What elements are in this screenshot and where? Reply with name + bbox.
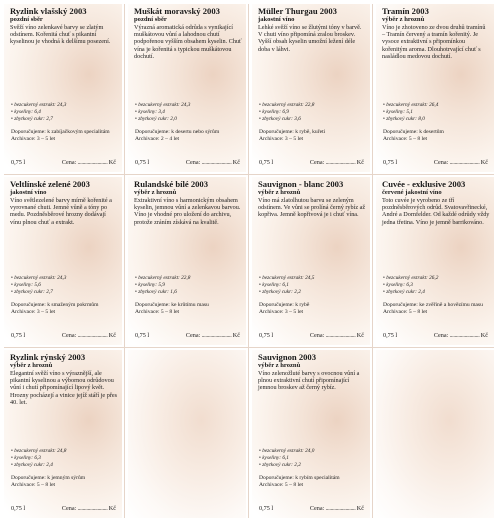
currency: Kč [480, 159, 488, 166]
pairing-recommendation: Doporučujeme: k rybím specialitám [259, 475, 340, 481]
wine-description: Extraktivní víno s harmonickým obsahem kyselin, jemnou vůní a zelenkavou barvou. Víno je vhodné pro uložení do archivu, protože zráním získává na kvalitě. [134, 196, 241, 226]
recommendation-block [11, 302, 119, 315]
analysis-item: • kyseliny: 6,3 [383, 282, 490, 289]
analysis-item: • bezcukerný extrakt: 26,4 [383, 102, 490, 109]
archive-period: Archivace: 3 – 5 let [11, 135, 56, 142]
analysis-item: • kyseliny: 5,9 [135, 282, 242, 289]
cut-line-vertical [248, 4, 249, 518]
archive-period: Archivace: 3 – 5 let [259, 135, 304, 142]
analysis-item: • kyseliny: 6,4 [11, 109, 118, 116]
currency: Kč [108, 505, 116, 512]
pairing-recommendation: Doporučujeme: ke zvěřině a hovězímu masu [383, 302, 483, 308]
price-blank-line: ........................ [324, 332, 357, 339]
price-field [434, 332, 488, 339]
wine-card-tramin-2003 [376, 4, 494, 172]
analysis-item: • bezcukerný extrakt: 24,8 [11, 448, 118, 455]
price-blank-line: ........................ [448, 159, 481, 166]
wine-name: Tramín 2003 [382, 6, 429, 16]
price-field [186, 332, 240, 339]
price-field [62, 332, 116, 339]
wine-description: Víno zelenožluté barvy s ovocnou vůní a plnou extraktivní chutí připomínající jemnou broskev až černý rybíz. [258, 369, 360, 392]
analysis-item: • kyseliny: 6,1 [259, 455, 366, 462]
analysis-item: • zbytkový cukr: 2,7 [11, 116, 118, 123]
wine-analysis-list [259, 448, 366, 468]
wine-name: Muškát moravský 2003 [134, 6, 220, 16]
archive-period: Archivace: 5 – 8 let [383, 135, 428, 142]
wine-category: výběr z hroznů [382, 16, 425, 24]
bottle-volume: 0,75 l [11, 159, 26, 166]
analysis-item: • bezcukerný extrakt: 26,2 [383, 275, 490, 282]
currency: Kč [108, 159, 116, 166]
wine-name: Rulandské bílé 2003 [134, 179, 209, 189]
analysis-item: • bezcukerný extrakt: 22,8 [259, 102, 366, 109]
archive-period: Archivace: 5 – 8 let [259, 481, 304, 488]
wine-name: Ryzlink rýnský 2003 [10, 352, 86, 362]
analysis-item: • kyseliny: 5,6 [11, 282, 118, 289]
wine-category: pozdní sběr [10, 16, 43, 24]
price-label: Cena: [309, 505, 325, 512]
analysis-item: • bezcukerný extrakt: 22,8 [135, 275, 242, 282]
pairing-recommendation: Doporučujeme: k desertu nebo sýrům [135, 129, 220, 135]
recommendation-block [135, 129, 243, 142]
wine-name: Ryzlink vlašský 2003 [10, 6, 87, 16]
recommendation-block [383, 302, 491, 315]
wine-analysis-list [383, 102, 490, 122]
analysis-item: • kyseliny: 3,4 [135, 109, 242, 116]
analysis-item: • kyseliny: 6,1 [259, 282, 366, 289]
wine-description: Víno má zlatolhutou barvu se zeleným odstínem. Ve vůni se prolíná černý rybíz až kopřiva. Jemně kopřivová je i chuť vína. [258, 196, 366, 219]
pairing-recommendation: Doporučujeme: k jemným sýrům [11, 475, 86, 481]
archive-period: Archivace: 2 – 4 let [135, 135, 180, 142]
price-field [186, 159, 240, 166]
archive-period: Archivace: 5 – 8 let [135, 308, 180, 315]
price-field [62, 505, 116, 512]
analysis-item: • zbytkový cukr: 2,2 [259, 462, 366, 469]
price-blank-line: ........................ [324, 159, 357, 166]
price-label: Cena: [61, 159, 77, 166]
bottle-volume: 0,75 l [259, 505, 274, 512]
recommendation-block [11, 475, 119, 488]
wine-analysis-list [135, 275, 242, 295]
pairing-recommendation: Doporučujeme: k zabíjačkovým specialitám [11, 129, 110, 135]
blank-card [376, 350, 494, 518]
price-field [310, 505, 364, 512]
price-label: Cena: [185, 159, 201, 166]
wine-name: Cuvée - exklusive 2003 [382, 179, 466, 189]
wine-analysis-list [135, 102, 242, 122]
wine-card-ryzlink-vlassky-2003 [4, 4, 122, 172]
analysis-item: • zbytkový cukr: 2,4 [11, 462, 118, 469]
wine-name: Müller Thurgau 2003 [258, 6, 337, 16]
recommendation-block [259, 129, 367, 142]
cut-line-vertical [372, 4, 373, 518]
wine-analysis-list [11, 275, 118, 295]
price-label: Cena: [61, 332, 77, 339]
bottle-volume: 0,75 l [135, 159, 150, 166]
cut-line-vertical [124, 4, 125, 518]
currency: Kč [108, 332, 116, 339]
analysis-item: • bezcukerný extrakt: 24,5 [259, 275, 366, 282]
wine-card-cuvee-exklusive-2003 [376, 177, 494, 345]
analysis-item: • bezcukerný extrakt: 24,3 [11, 102, 118, 109]
wine-card-sauvignon-blanc-2003 [252, 177, 370, 345]
price-blank-line: ........................ [200, 159, 233, 166]
bottle-volume: 0,75 l [11, 505, 26, 512]
wine-description: Lehké svěží víno se žlutými tóny v barvě. V chuti víno připomíná zralou broskev. Vyšší obsah kyselin umožní ležení déle doba v láhvi. [258, 23, 362, 53]
wine-description: Výrazná aromatická odrůda s vynikající muškátovou vůní a lahodnou chutí podpořenou vyšším obsahem kyselin. Chuť vína je kořenitá s typickou muškátovou dochutí. [134, 23, 242, 60]
analysis-item: • bezcukerný extrakt: 24,3 [135, 102, 242, 109]
price-blank-line: ........................ [200, 332, 233, 339]
wine-category: pozdní sběr [134, 16, 167, 24]
wine-name: Sauvignon - blanc 2003 [258, 179, 344, 189]
recommendation-block [135, 302, 243, 315]
wine-card-ryzlink-rynsky-2003 [4, 350, 122, 518]
price-blank-line: ........................ [76, 332, 109, 339]
currency: Kč [356, 159, 364, 166]
wine-card-rulandske-bile-2003 [128, 177, 246, 345]
analysis-item: • zbytkový cukr: 2,2 [259, 289, 366, 296]
analysis-item: • kyseliny: 6,9 [259, 109, 366, 116]
bottle-volume: 0,75 l [259, 332, 274, 339]
currency: Kč [232, 332, 240, 339]
analysis-item: • zbytkový cukr: 1,6 [135, 289, 242, 296]
wine-category: výběr z hroznů [258, 189, 301, 197]
archive-period: Archivace: 5 – 8 let [11, 481, 56, 488]
price-field [310, 159, 364, 166]
pairing-recommendation: Doporučujeme: k rybě, kuřeti [259, 129, 326, 135]
price-label: Cena: [309, 332, 325, 339]
wine-analysis-list [259, 102, 366, 122]
analysis-item: • zbytkový cukr: 3,6 [259, 116, 366, 123]
analysis-item: • bezcukerný extrakt: 24,3 [11, 275, 118, 282]
analysis-item: • zbytkový cukr: 2,7 [11, 289, 118, 296]
wine-card-sauvignon-2003 [252, 350, 370, 518]
price-label: Cena: [61, 505, 77, 512]
price-label: Cena: [309, 159, 325, 166]
price-field [434, 159, 488, 166]
pairing-recommendation: Doporučujeme: ke krůtímu masu [135, 302, 209, 308]
wine-description: Toto cuvée je vyrobeno ze tří pozdněsběrových odrůd. Svatovavřinecké, André a Dornfelder. Od každé odrůdy vždy jedna třetina. Víno je jemně barrikováno. [382, 196, 490, 226]
wine-description: Víno světlezelené barvy mírně kořenité a vyrovnané chuti. Jemné vůně a tóny po medu. Pozdněsběrové hrozny dodávají vínu plnou chuť a extrakt. [10, 196, 112, 226]
recommendation-block [383, 129, 491, 142]
wine-category: výběr z hroznů [258, 362, 301, 370]
price-label: Cena: [433, 332, 449, 339]
wine-analysis-list [259, 275, 366, 295]
price-field [310, 332, 364, 339]
pairing-recommendation: Doporučujeme: k smaženým pokrmům [11, 302, 99, 308]
archive-period: Archivace: 5 – 8 let [383, 308, 428, 315]
price-label: Cena: [433, 159, 449, 166]
recommendation-block [259, 475, 367, 488]
wine-description: Svěží víno zelenkavé barvy se zlatým odstínem. Kořenitá chuť s pikantní kyselinou je vhodná k delšímu posezení. [10, 23, 111, 46]
wine-card-muller-thurgau-2003 [252, 4, 370, 172]
wine-card-veltlinske-zelene-2003 [4, 177, 122, 345]
wine-name: Sauvignon 2003 [258, 352, 317, 362]
wine-analysis-list [11, 448, 118, 468]
currency: Kč [356, 332, 364, 339]
price-field [62, 159, 116, 166]
bottle-volume: 0,75 l [383, 159, 398, 166]
wine-card-muskat-moravsky-2003 [128, 4, 246, 172]
wine-analysis-list [383, 275, 490, 295]
recommendation-block [11, 129, 119, 142]
archive-period: Archivace: 3 – 5 let [11, 308, 56, 315]
bottle-volume: 0,75 l [383, 332, 398, 339]
wine-category: výběr z hroznů [10, 362, 53, 370]
analysis-item: • zbytkový cukr: 2,0 [135, 116, 242, 123]
price-blank-line: ........................ [448, 332, 481, 339]
blank-card [128, 350, 246, 518]
wine-analysis-list [11, 102, 118, 122]
pairing-recommendation: Doporučujeme: k rybě [259, 302, 310, 308]
cut-line-horizontal [4, 347, 494, 348]
price-label: Cena: [185, 332, 201, 339]
price-blank-line: ........................ [76, 505, 109, 512]
wine-description: Elegantní svěží víno s výraznější, ale pikantní kyselinou a výbornou odrůdovou vůní i chutí připomínající lipový květ. Hrozny pocházejí a vinice jejíž stáří je přes 40. let. [10, 369, 118, 406]
recommendation-block [259, 302, 367, 315]
wine-category: výběr z hroznů [134, 189, 177, 197]
wine-description: Víno je zhotoveno ze dvou druhů tramínů – Tramín červený a tramín kořenitý. Je vysoce extraktivní s připomínkou kořenitým aroma. Dlouhotrvající chuť s nasládlou medovou dochutí. [382, 23, 486, 60]
bottle-volume: 0,75 l [259, 159, 274, 166]
wine-name: Veltlínské zelené 2003 [10, 179, 90, 189]
analysis-item: • bezcukerný extrakt: 24,0 [259, 448, 366, 455]
price-blank-line: ........................ [324, 505, 357, 512]
wine-category: jakostní víno [10, 189, 47, 197]
wine-category: červené jakostní víno [382, 189, 442, 197]
analysis-item: • zbytkový cukr: 2,4 [383, 289, 490, 296]
currency: Kč [356, 505, 364, 512]
archive-period: Archivace: 3 – 5 let [259, 308, 304, 315]
currency: Kč [480, 332, 488, 339]
pairing-recommendation: Doporučujeme: k desertům [383, 129, 444, 135]
analysis-item: • kyseliny: 5,1 [383, 109, 490, 116]
currency: Kč [232, 159, 240, 166]
cut-line-horizontal [4, 174, 494, 175]
bottle-volume: 0,75 l [135, 332, 150, 339]
bottle-volume: 0,75 l [11, 332, 26, 339]
wine-category: jakostní víno [258, 16, 295, 24]
analysis-item: • kyseliny: 6,3 [11, 455, 118, 462]
price-blank-line: ........................ [76, 159, 109, 166]
analysis-item: • zbytkový cukr: 8,0 [383, 116, 490, 123]
